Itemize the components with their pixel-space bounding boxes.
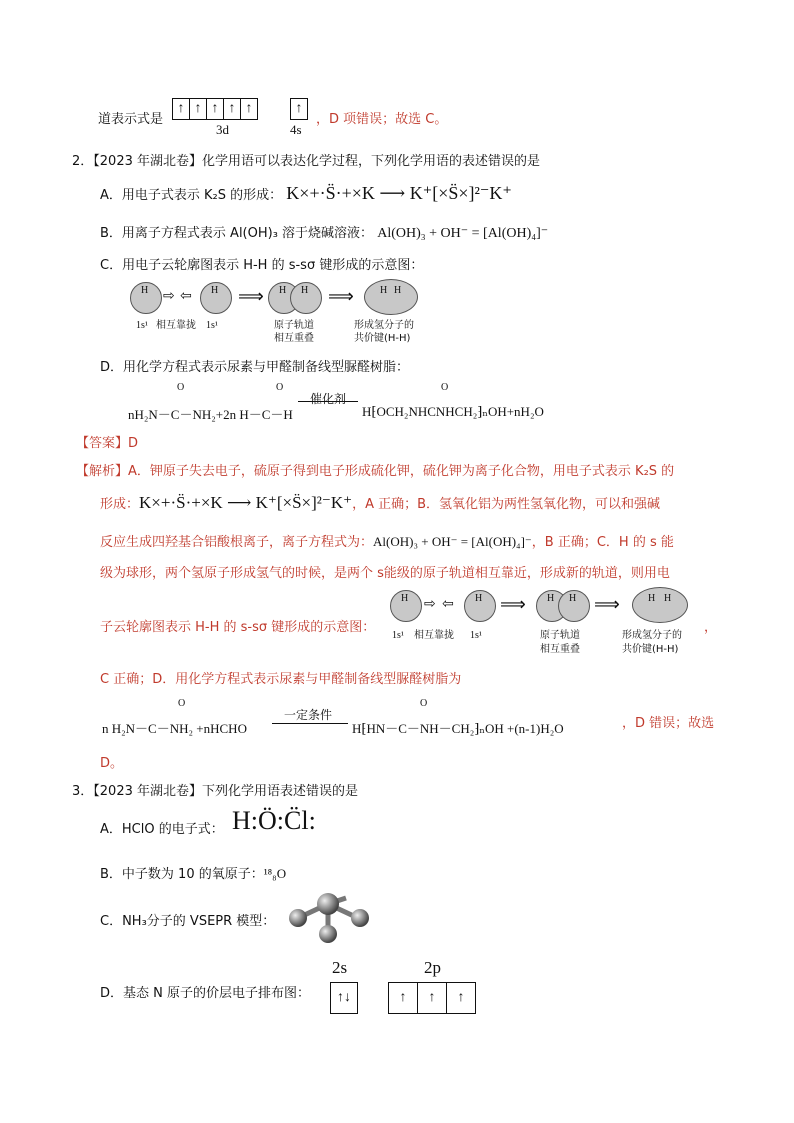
arrow-left-icon: ⇦ [442, 596, 454, 612]
analysis-text: 形成： [100, 497, 140, 512]
orbital-cell: ↑ [389, 983, 418, 1013]
analysis-line-1 [76, 460, 674, 479]
h-label: H [301, 285, 309, 296]
label-bond-1: 形成氢分子的 [622, 630, 682, 641]
orbital-cell: ↑ [457, 990, 465, 1005]
label-overlap-2: 相互重叠 [274, 333, 314, 344]
analysis-line-8: D。 [100, 756, 124, 771]
orbital-cell: ↑ [173, 99, 190, 119]
q3-option-b [100, 863, 286, 882]
analysis-line-4: 级为球形，两个氢原子形成氢气的时候，是两个 s能级的原子轨道相互靠近，形成新的轨道，则用电 [100, 566, 670, 581]
orbital-cell: ↑ [295, 101, 303, 116]
h-label: H [401, 593, 409, 604]
orbital-cell: ↑ [245, 101, 253, 116]
urea-formaldehyde-left: nH₂N－C－NH₂+2n H－C－H [128, 407, 293, 422]
h2-molecule-ellipse [364, 279, 418, 315]
reaction-arrow-icon [272, 723, 348, 724]
label-bond-1: 形成氢分子的 [354, 320, 414, 331]
analysis-line-6: C 正确；D．用化学方程式表示尿素与甲醛制备线型脲醛树脂为 [100, 672, 462, 687]
h-label: H [279, 285, 287, 296]
oxygen-isotope: ¹⁸₈O [263, 866, 287, 881]
option-a-text: A．用电子式表示 K₂S 的形成： [100, 188, 283, 203]
aloh3-equation: Al(OH)₃ + OH⁻ = [Al(OH)₄]⁻ [377, 226, 549, 241]
label-3d: 3d [216, 122, 229, 137]
urea-formaldehyde-right: H⁅OCH₂NHCNHCH₂⁆ₙOH+nH₂O [362, 404, 544, 419]
label-overlap-1: 原子轨道 [540, 630, 580, 641]
q2-source: 【2023 年湖北卷】 [93, 154, 202, 169]
analysis-label: 【解析】 [76, 464, 129, 479]
analysis-line-5: 子云轮廓图表示 H-H 的 s-sσ 键形成的示意图： [100, 620, 376, 635]
orbital-cell: ↑ [418, 983, 447, 1013]
q1-tail-prefix: 道表示式是 [98, 112, 164, 127]
double-arrow-icon: ⟹ [238, 286, 264, 307]
orbital-3d-box [172, 98, 258, 120]
orbital-2p-box [388, 982, 476, 1014]
label-1s: 1s¹ [206, 320, 218, 331]
answer-label: 【答案】 [76, 436, 129, 451]
label-1s: 1s¹ [392, 630, 404, 641]
double-arrow-icon: ⟹ [594, 594, 620, 615]
orbital-2s-box [330, 982, 358, 1014]
orbital-cell: ↑ [207, 99, 224, 119]
label-bond-2: 共价键(H-H) [354, 333, 411, 344]
label-1s: 1s¹ [470, 630, 482, 641]
condition-label: 一定条件 [284, 708, 333, 722]
label-approach: 相互靠拢 [156, 320, 196, 331]
label-overlap-2: 相互重叠 [540, 644, 580, 655]
h-label: H [664, 593, 672, 604]
k2s-formation-formula: K×+·S̈·+×K ⟶ K⁺[×S̈×]²⁻K⁺ [286, 183, 512, 203]
vsepr-model-icon [284, 890, 374, 946]
option-a-text: A．HClO 的电子式： [100, 822, 224, 837]
q3-option-c: C．NH₃分子的 VSEPR 模型： [100, 914, 276, 929]
arrow-right-icon: ⇨ [424, 596, 436, 612]
orbital-cell: ↑ [224, 99, 241, 119]
q2-stem [72, 150, 540, 169]
h-label: H [648, 593, 656, 604]
label-4s: 4s [290, 122, 302, 137]
arrow-right-icon: ⇨ [163, 288, 175, 304]
q3-stem [72, 780, 358, 799]
arrow-left-icon: ⇦ [180, 288, 192, 304]
urea-equation-right: H⁅HN－C－NH－CH₂⁆ₙOH +(n-1)H₂O [352, 721, 564, 736]
answer-value: D [128, 436, 139, 451]
orbital-cell: ↑↓ [337, 990, 351, 1005]
aloh3-equation: Al(OH)₃ + OH⁻ = [Al(OH)₄]⁻ [373, 534, 532, 549]
answer-line [76, 432, 138, 451]
k2s-formation-formula: K×+·S̈·+×K ⟶ K⁺[×S̈×]²⁻K⁺ [139, 493, 353, 512]
orbital-cell: ↑ [190, 99, 207, 119]
q3-stem-text: 下列化学用语表述错误的是 [202, 784, 359, 799]
catalyst-label: 催化剂 [310, 392, 347, 406]
label-bond-2: 共价键(H-H) [622, 644, 679, 655]
h-label: H [475, 593, 483, 604]
h-label: H [569, 593, 577, 604]
carbonyl-o: O [178, 698, 186, 709]
analysis-comma: ， [704, 620, 718, 635]
analysis-text: 反应生成四羟基合铝酸根离子，离子方程式为： [100, 535, 374, 550]
double-arrow-icon: ⟹ [328, 286, 354, 307]
reaction-arrow-icon [298, 401, 358, 402]
h-label: H [141, 285, 149, 296]
label-approach: 相互靠拢 [414, 630, 454, 641]
q2-number: 2． [72, 154, 94, 169]
q2-stem-text: 化学用语可以表达化学过程，下列化学用语的表述错误的是 [202, 154, 541, 169]
analysis-line-2 [100, 493, 660, 513]
q3-option-a [100, 818, 224, 837]
h-label: H [380, 285, 388, 296]
carbonyl-o: O [420, 698, 428, 709]
label-2p: 2p [424, 958, 441, 977]
q2-option-a [100, 183, 512, 204]
hclo-electron-formula: H:Ö:C̈l: [232, 806, 316, 835]
urea-equation-left: n H₂N－C－NH₂ +nHCHO [102, 721, 247, 736]
analysis-text: ，D 错误；故选 [622, 716, 715, 731]
carbonyl-o: O [177, 382, 185, 393]
orbital-4s-box [290, 98, 308, 120]
carbonyl-o: O [276, 382, 284, 393]
double-arrow-icon: ⟹ [500, 594, 526, 615]
q3-source: 【2023 年湖北卷】 [93, 784, 202, 799]
h2-molecule-ellipse [632, 587, 688, 623]
q2-option-d: D．用化学方程式表示尿素与甲醛制备线型脲醛树脂： [100, 360, 410, 375]
analysis-text: ，B 正确；C．H 的 s 能 [531, 535, 674, 550]
q2-option-b [100, 222, 548, 242]
h-label: H [211, 285, 219, 296]
label-overlap-1: 原子轨道 [274, 320, 314, 331]
q1-tail-suffix: ，D 项错误；故选 C。 [316, 112, 448, 127]
h-label: H [547, 593, 555, 604]
analysis-text: A．钾原子失去电子，硫原子得到电子形成硫化钾，硫化钾为离子化合物，用电子式表示 K₂S 的 [128, 464, 675, 479]
label-2s: 2s [332, 958, 348, 977]
q2-option-c: C．用电子云轮廓图表示 H-H 的 s-sσ 键形成的示意图： [100, 258, 424, 273]
option-b-text: B．中子数为 10 的氧原子： [100, 867, 264, 882]
q3-number: 3． [72, 784, 94, 799]
carbonyl-o: O [441, 382, 449, 393]
h-label: H [394, 285, 402, 296]
analysis-line-3 [100, 531, 674, 550]
analysis-text: ，A 正确；B．氢氧化铝为两性氢氧化物，可以和强碱 [352, 497, 661, 512]
q3-option-d: D．基态 N 原子的价层电子排布图： [100, 986, 310, 1001]
option-b-text: B．用离子方程式表示 Al(OH)₃ 溶于烧碱溶液： [100, 226, 374, 241]
label-1s: 1s¹ [136, 320, 148, 331]
